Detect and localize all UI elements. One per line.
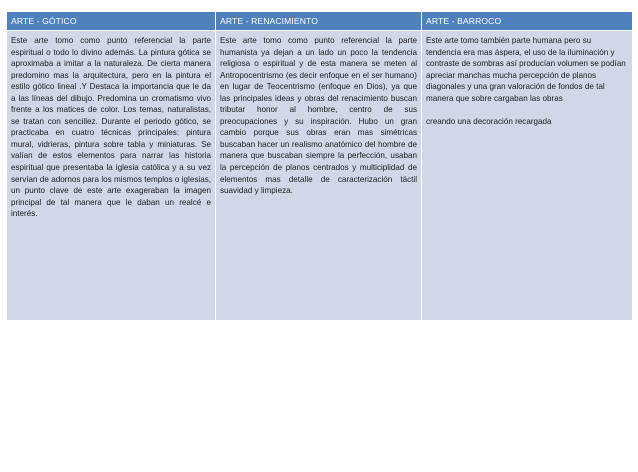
table-header-row [7,12,633,31]
barroco-text-main: Este arte tomo también parte humana pero su tendencia era mas áspera, el uso de la iluminación y contraste de sombras así producían volumen se podían apreciar manchas mucha percepción de planos diagonales y una gran valoración de fondos de tal manera que sobre cargaban las obras [426,36,626,103]
header-barroco: ARTE - BARROCO [422,12,633,31]
cell-renacimiento [216,31,422,321]
header-gotico: ARTE - GÓTICO [7,12,216,31]
barroco-text-closing: creando una decoración recargada [426,116,552,126]
header-renacimiento: ARTE - RENACIMIENTO [216,12,422,31]
gotico-text: Este arte tomo como punto referencial la parte espiritual o todo lo divino además. La pintura gótica se aproximaba a imitar a la naturaleza. De cierta manera predomino mas la arquitectura, pero en la pintura el estilo gótico lineal .Y Destaca la importancia que le da a las líneas del dibujo. Predomina un cromatismo vivo frente a los matices de color. Los temas, naturalistas, se tratan con sencillez. Durante el periodo gótico, se practicaba en cuatro técnicas principales: pintura mural, vidrieras, pintura sobre tabla y miniaturas. Se valían de estos elementos para narrar las historia espiritual que presentaba la iglesia católica y a su vez servían de adornos para los mismos templos o iglesias, un punto clave de este arte exageraban la imagen principal de tal manera que le daban un realcé e interés. [11,36,211,219]
paragraph-gap [426,104,628,116]
cell-barroco [422,31,633,321]
cell-gotico [7,31,216,321]
art-comparison-table [6,11,633,321]
renacimiento-text: Este arte tomo como punto referencial la parte humanista ya dejan a un lado un poco la tendencia religiosa o espiritual y de esta manera se meten al Antropocentrismo (es decir enfoque en el ser humano) en lugar de Teocentrismo (enfoque en Dios), ya que las principales ideas y obras del renacimiento buscan tributar honor al hombre, centro de sus preocupaciones y su inspiración. Hubo un gran cambio porque sus obras eran mas simétricas buscaban hacer un realismo anatómico del hombre de manera que buscaban siempre la perfección, usaban la percepción de planos centrados y multiciplidad de elementos mas detalle de caracterización táctil suavidad y limpieza. [220,36,417,196]
table-row [7,31,633,321]
